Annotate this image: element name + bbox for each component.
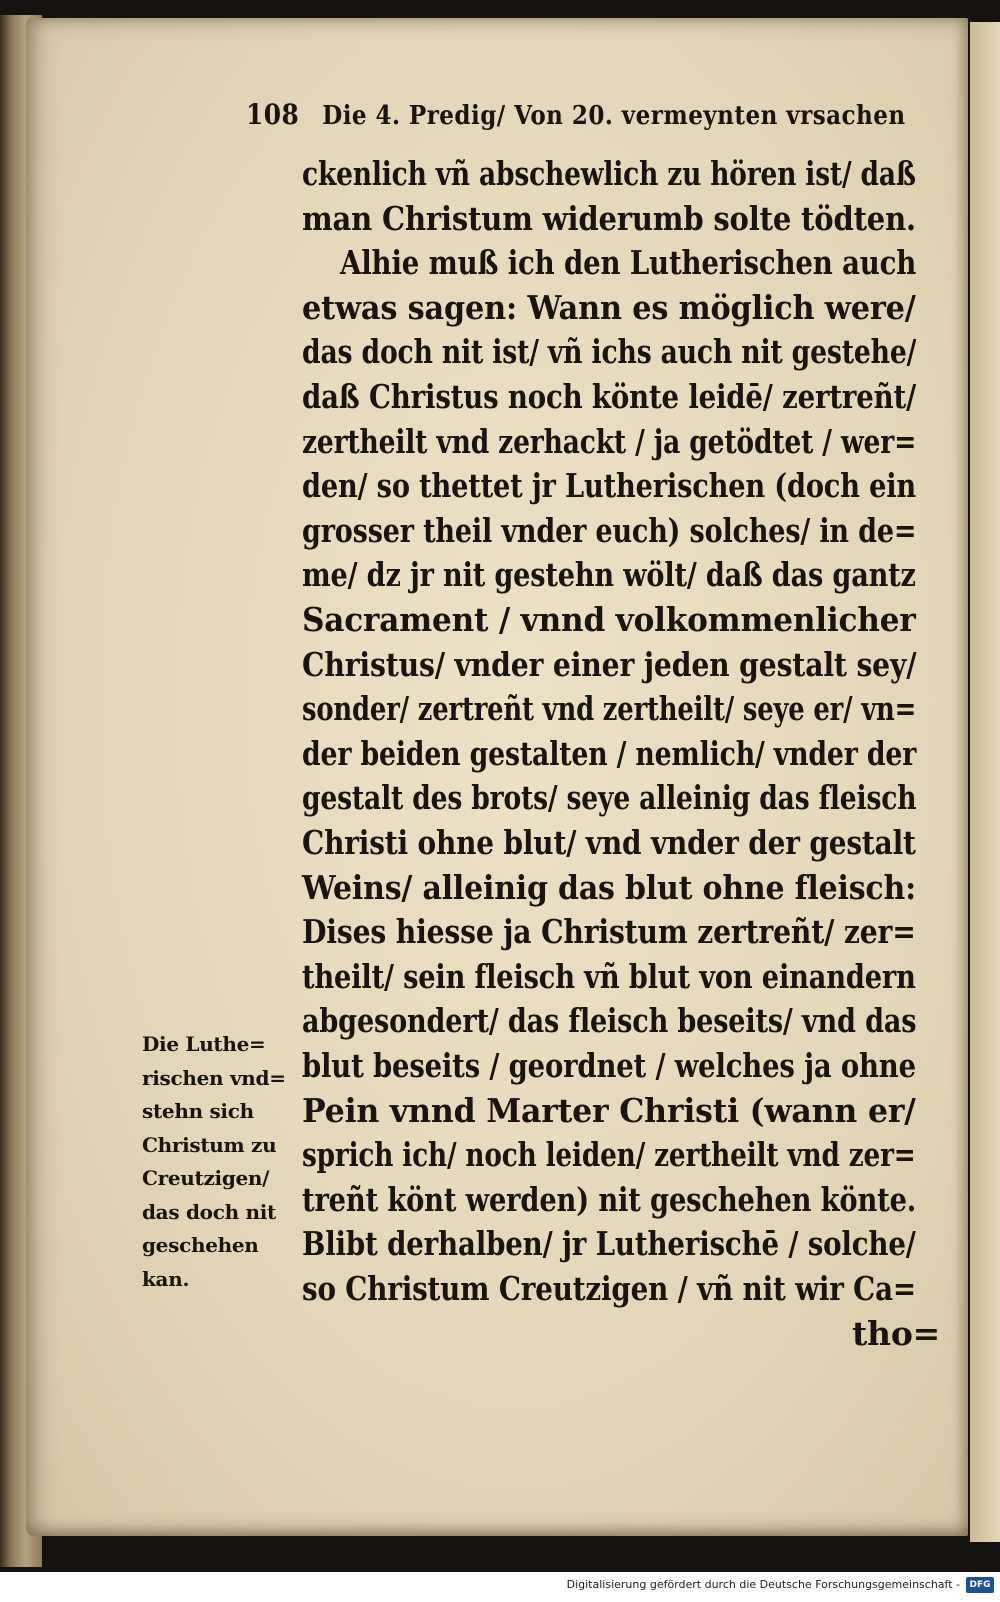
text-line: zertheilt vnd zerhackt / ja getödtet / wer= [302,421,917,461]
margin-note-line: kan. [142,1266,190,1291]
digitization-footer [0,1572,1000,1602]
text-line: sprich ich/ noch leiden/ zertheilt vnd zer= [302,1135,916,1175]
text-line: man Christum widerumb solte tödten. [302,198,916,238]
margin-note-line: Creutzigen/ [142,1166,270,1190]
margin-note-line: stehn sich [142,1099,254,1123]
text-line: Blibt derhalben/ jr Lutherischē / solche/ [302,1224,916,1264]
footer-credit: Digitalisierung gefördert durch die Deutsche Forschungsgemeinschaft - [566,1578,960,1591]
margin-note-line: das doch nit [142,1199,276,1224]
text-line: blut beseits / geordnet / welches ja ohne [302,1046,916,1085]
text-line: Pein vnnd Marter Christi (wann er/ [302,1090,916,1130]
running-head-title: Die 4. Predig/ Von 20. vermeynten vrsachen [322,101,906,131]
text-line: den/ so thettet jr Lutherischen (doch ein [302,466,917,506]
text-line: grosser theil vnder euch) solches/ in de= [302,510,917,550]
dfg-logo: DFG [966,1577,994,1593]
text-line: abgesondert/ das fleisch beseits/ vnd das [302,1001,917,1041]
running-head [246,98,906,131]
margin-note-line: geschehen [142,1233,259,1257]
text-line: so Christum Creutzigen / vñ nit wir Ca= [302,1269,916,1308]
text-line: daß Christus noch könte leidē/ zertreñt/ [302,377,916,416]
text-line: tho= [852,1313,941,1353]
text-line: treñt könt werden) nit geschehen könte. [302,1179,917,1219]
next-page-edge [970,22,1000,1542]
text-line: etwas sagen: Wann es möglich were/ [302,287,916,327]
page-number: 108 [246,98,300,131]
bleed-through-text [138,490,248,720]
margin-note-line: Christum zu [142,1132,277,1157]
text-line: das doch nit ist/ vñ ichs auch nit gestehe/ [302,332,917,372]
text-line: gestalt des brots/ seye alleinig das fleisch [302,778,917,818]
margin-note-line: Die Luthe= [142,1032,266,1056]
text-line: Dises hiesse ja Christum zertreñt/ zer= [302,912,916,952]
text-line: ckenlich vñ abschewlich zu hören ist/ daß [302,154,916,193]
text-line: Christi ohne blut/ vnd vnder der gestalt [302,823,916,862]
text-line: der beiden gestalten / nemlich/ vnder der [302,733,917,773]
text-line: theilt/ sein fleisch vñ blut von einandern [302,956,916,996]
text-line: Alhie muß ich den Lutherischen auch [340,243,917,283]
text-line: sonder/ zertreñt vnd zertheilt/ seye er/ vn= [302,689,917,729]
text-line: Weins/ alleinig das blut ohne fleisch: [302,867,916,907]
text-line: Christus/ vnder einer jeden gestalt sey/ [302,644,917,684]
text-line: me/ dz jr nit gestehn wölt/ daß das gantz [302,555,916,595]
margin-note-line: rischen vnd= [142,1065,286,1090]
text-line: Sacrament / vnnd volkommenlicher [302,600,916,639]
